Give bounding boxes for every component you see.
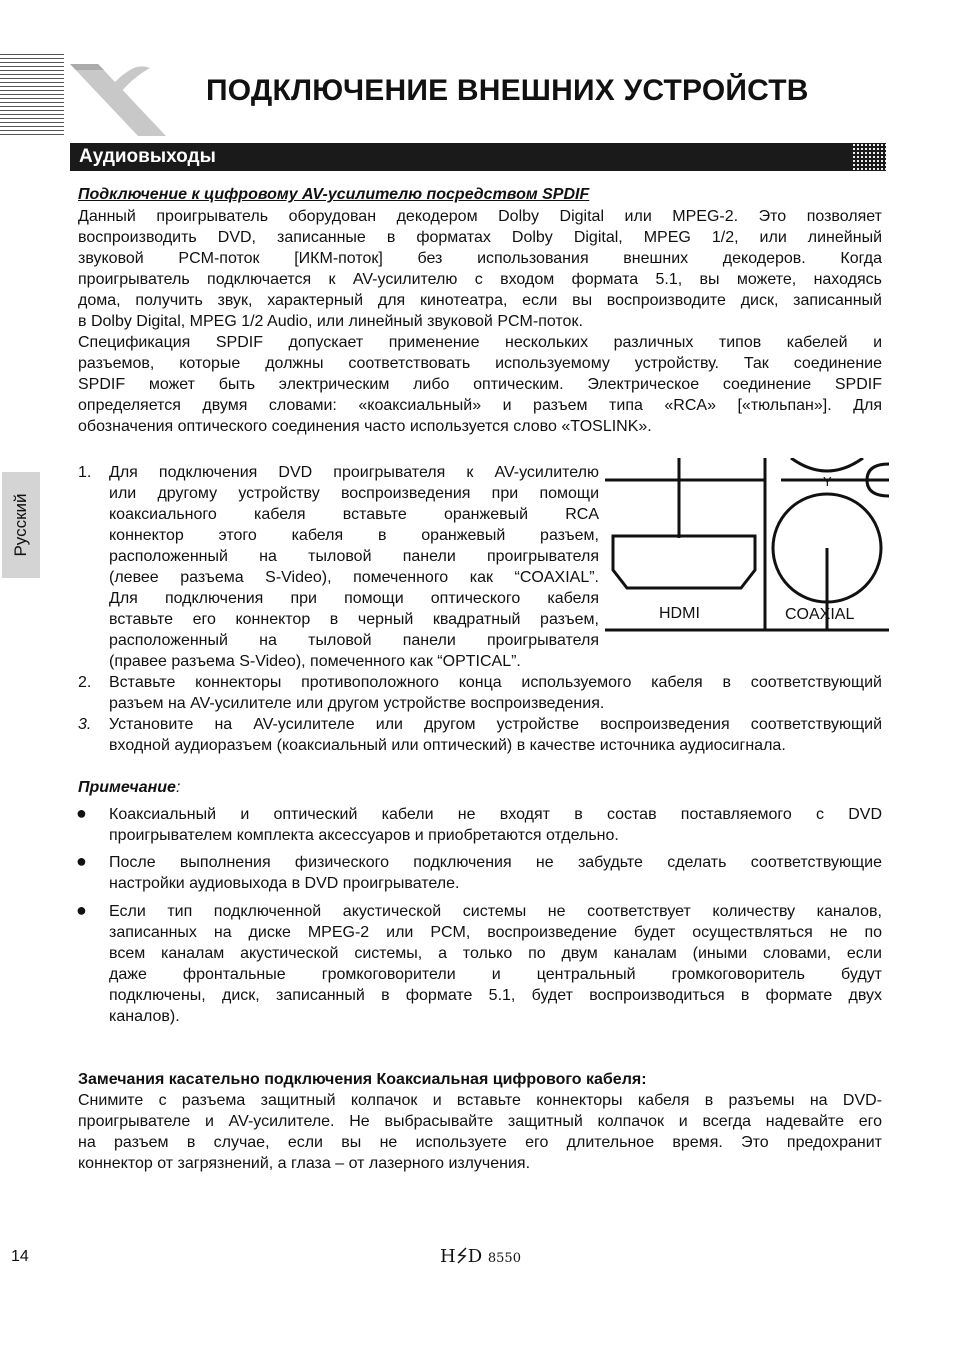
language-label: Русский [11, 493, 30, 557]
step-number: 1. [78, 464, 92, 481]
page-title: ПОДКЛЮЧЕНИЕ ВНЕШНИХ УСТРОЙСТВ [206, 74, 809, 107]
text-line: на разъем в случае, если вы не используете его длительное время. Это предохранит [78, 1134, 882, 1151]
text-line: коннектор от загрязнений, а глаза – от лазерного излучения. [78, 1155, 531, 1172]
bullet-dot: ● [76, 900, 87, 920]
model-number: 8550 [487, 1251, 521, 1266]
diagram-label-coaxial: COAXIAL [785, 606, 855, 623]
step-1-text [109, 462, 599, 672]
text-line: Для подключения DVD проигрывателя к AV-усилителю [109, 464, 599, 481]
model-mid: D [467, 1246, 483, 1267]
section-header-bar [70, 143, 886, 171]
connector-panel-diagram [605, 458, 889, 634]
text-line: разъем на AV-усилителе или другом устройстве воспроизведения. [109, 695, 605, 712]
text-line: коаксиального кабеля вставьте оранжевый RCA [109, 506, 599, 523]
note-bullet-1 [109, 804, 882, 846]
brand-logo-icon [68, 60, 168, 140]
model-prefix: H [440, 1246, 456, 1267]
step-3-text [109, 714, 882, 756]
text-line: разъемов, которые должны соответствовать используемому устройству. Так соединение [78, 355, 882, 372]
text-line: в Dolby Digital, MPEG 1/2 Audio, или линейный звуковой PCM-поток. [78, 313, 583, 330]
text-line: Коаксиальный и оптический кабели не входят в состав поставляемого с DVD [109, 806, 882, 823]
step-number: 2. [78, 674, 92, 691]
coax-note-paragraph [78, 1090, 882, 1174]
note-bullet-3 [109, 901, 882, 1027]
intro-paragraph-2 [78, 332, 882, 437]
coax-note-heading: Замечания касательно подключения Коаксиальная цифрового кабеля: [78, 1071, 647, 1088]
text-line: Установите на AV-усилителе или другом устройстве воспроизведения соответствующий [109, 716, 882, 733]
note-heading-colon: : [175, 779, 181, 796]
text-line: Вставьте коннекторы противоположного конца используемого кабеля в соответствующий [109, 674, 882, 691]
text-line: Если тип подключенной акустической системы не соответствует количеству каналов, [109, 903, 882, 920]
text-line: Данный проигрыватель оборудован декодером Dolby Digital или MPEG-2. Это позволяет [78, 208, 882, 225]
text-line: настройки аудиовыхода в DVD проигрывателе. [109, 875, 460, 892]
text-line: подключены, диск, записанный в формате 5.1, будет воспроизводиться в формате двух [109, 987, 882, 1004]
header-stripes-decoration [0, 54, 64, 136]
text-line: обозначения оптического соединения часто используется слово «TOSLINK». [78, 418, 652, 435]
text-line: записанных на диске MPEG-2 или PCM, воспроизведение будет осуществляться не по [109, 924, 882, 941]
text-line: (правее разъема S-Video), помеченного как “OPTICAL”. [109, 653, 521, 670]
model-name [440, 1246, 521, 1267]
note-bullet-2 [109, 852, 882, 894]
text-line: дома, получить звук, характерный для кинотеатра, если вы воспроизводите диск, записанный [78, 292, 882, 309]
text-line: даже фронтальные громкоговорители и центральный громкоговоритель будут [109, 966, 882, 983]
text-line: проигрывателем комплекта аксессуаров и приобретаются отдельно. [109, 827, 619, 844]
intro-paragraph-1 [78, 206, 882, 332]
language-side-tab [2, 472, 40, 578]
step-number: 3. [78, 716, 92, 733]
spdif-heading: Подключение к цифровому AV-усилителю посредством SPDIF [78, 186, 590, 203]
text-line: воспроизводить DVD, записанные в форматах Dolby Digital, MPEG 1/2, или линейный [78, 229, 882, 246]
text-line: звуковой PCM-поток [ИКМ-поток] без использования внешних декодеров. Когда [78, 250, 882, 267]
step-2-text [109, 672, 882, 714]
text-line: коннектор этого кабеля в оранжевый разъем, [109, 527, 599, 544]
text-line: проигрывателе и AV-усилителе. Не выбрасывайте защитный колпачок и всегда надевайте его [78, 1113, 882, 1130]
note-heading-text: Примечание [78, 779, 176, 796]
text-line: После выполнения физического подключения не забудьте сделать соответствующие [109, 854, 882, 871]
text-line: вставьте его коннектор в черный квадратный разъем, [109, 611, 599, 628]
section-bar-dots-decoration [852, 143, 886, 171]
bullet-dot: ● [76, 851, 87, 871]
page-number: 14 [11, 1248, 29, 1265]
bullet-dot: ● [76, 803, 87, 823]
text-line: входной аудиоразъем (коаксиальный или оптический) в качестве источника аудиосигнала. [109, 737, 786, 754]
diagram-label-hdmi: HDMI [659, 605, 700, 622]
diagram-label-y: Y [823, 474, 832, 489]
model-s-glyph-icon [456, 1246, 468, 1264]
text-line: Снимите с разъема защитный колпачок и вставьте коннекторы кабеля в разъемы на DVD- [78, 1092, 882, 1109]
text-line: определяется двумя словами: «коаксиальный» и разъем типа «RCA» [«тюльпан»]. Для [78, 397, 882, 414]
text-line: проигрыватель подключается к AV-усилителю с входом формата 5.1, вы можете, находясь [78, 271, 882, 288]
text-line: Спецификация SPDIF допускает применение нескольких различных типов кабелей и [78, 334, 882, 351]
text-line: Для подключения при помощи оптического кабеля [109, 590, 599, 607]
text-line: SPDIF может быть электрическим либо оптическим. Электрическое соединение SPDIF [78, 376, 882, 393]
text-line: (левее разъема S-Video), помеченного как “COAXIAL”. [109, 569, 599, 586]
text-line: расположенный на тыловой панели проигрывателя [109, 548, 599, 565]
text-line: всем каналам акустической системы, а только по двум каналам (иными словами, если [109, 945, 882, 962]
text-line: расположенный на тыловой панели проигрывателя [109, 632, 599, 649]
section-title: Аудиовыходы [79, 146, 216, 167]
text-line: или другому устройству воспроизведения при помощи [109, 485, 599, 502]
text-line: каналов). [109, 1008, 180, 1025]
note-heading [78, 777, 180, 798]
